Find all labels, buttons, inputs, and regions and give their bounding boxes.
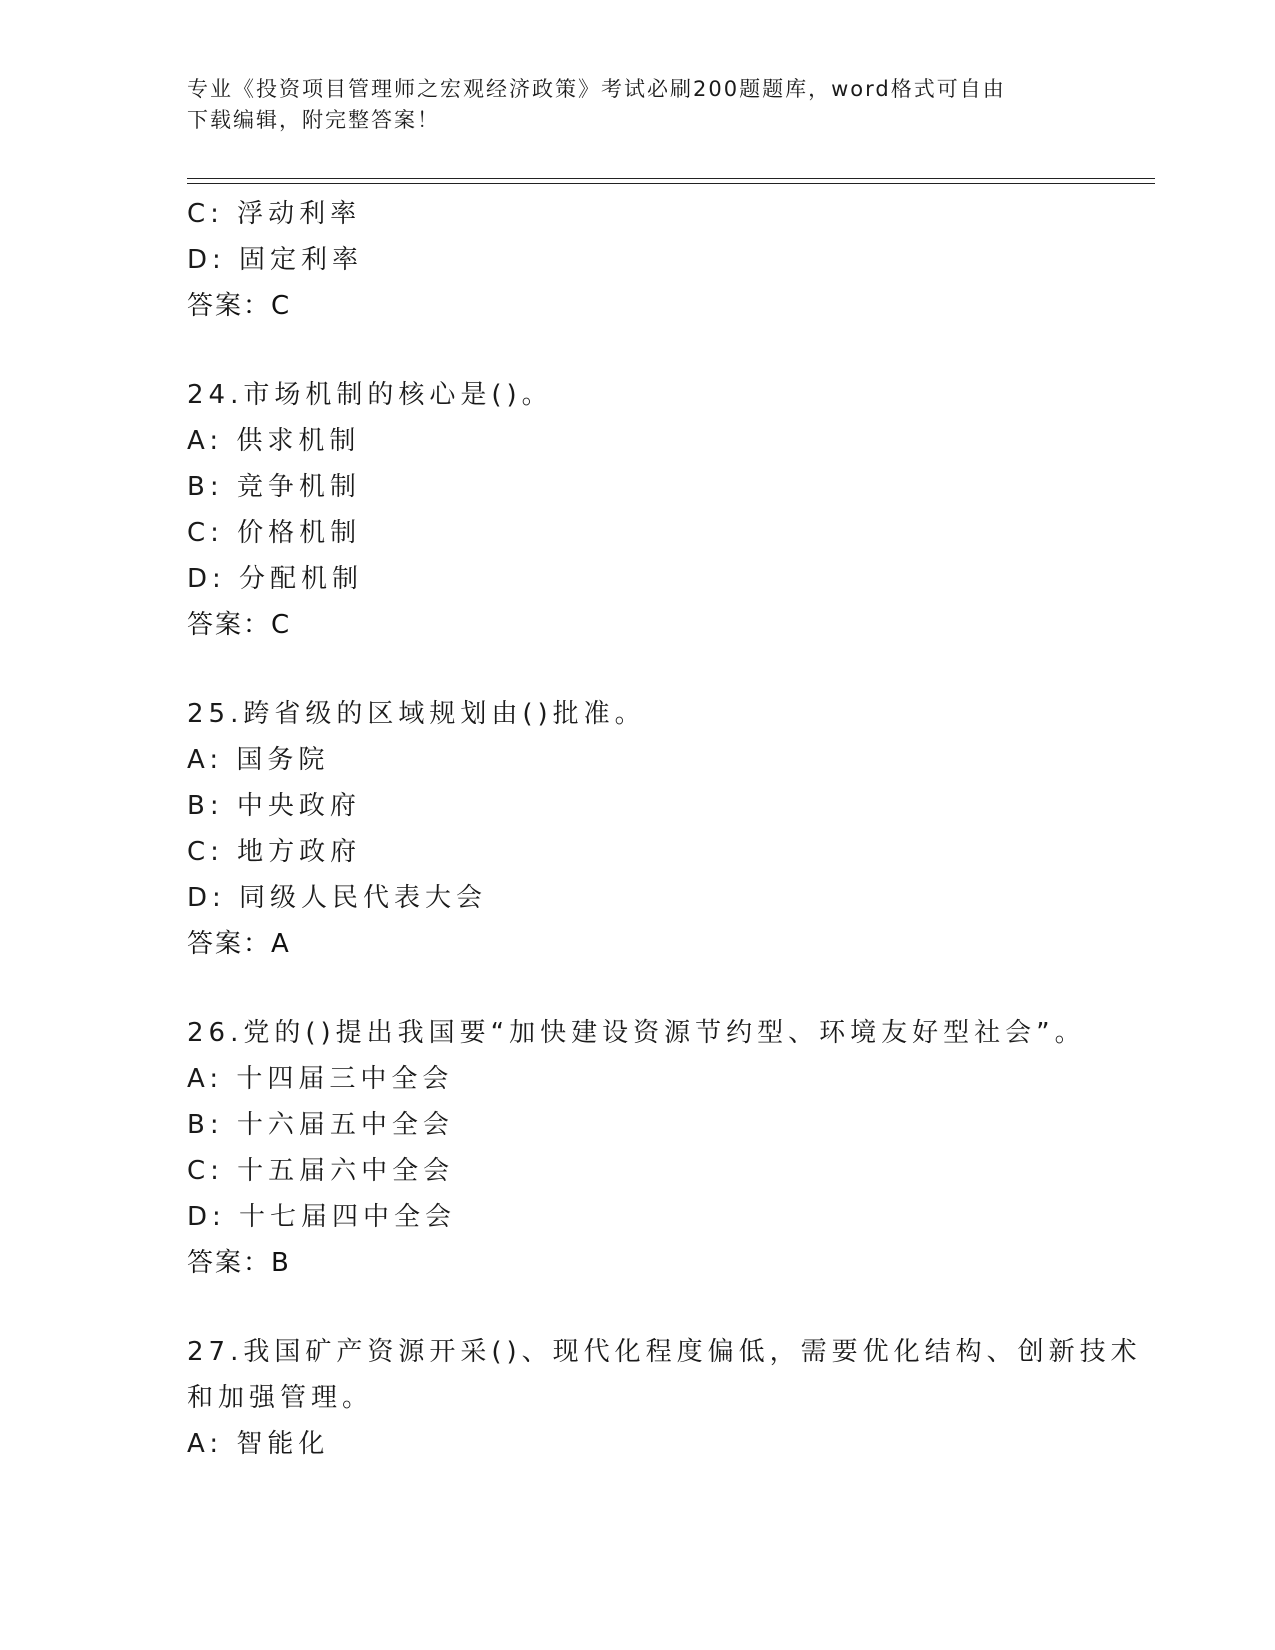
option-d: D: 固定利率 (187, 245, 364, 275)
option-c: C: 地方政府 (187, 837, 362, 867)
option-b: B: 竞争机制 (187, 472, 361, 502)
question-stem-line-1: 27.我国矿产资源开采()、现代化程度偏低，需要优化结构、创新技术 (187, 1337, 1142, 1367)
spacer (187, 329, 1087, 372)
question-stem: 26.党的()提出我国要“加快建设资源节约型、环境友好型社会”。 (187, 1018, 1086, 1048)
question-stem: 24.市场机制的核心是()。 (187, 380, 553, 410)
answer-line: 答案：C (187, 610, 292, 640)
option-a: A: 十四届三中全会 (187, 1064, 454, 1094)
header-divider-top (187, 178, 1155, 179)
option-a: A: 国务院 (187, 745, 330, 775)
option-d: D: 分配机制 (187, 564, 364, 594)
spacer (187, 1286, 1087, 1329)
question-25 (187, 691, 1087, 967)
option-c: C: 十五届六中全会 (187, 1156, 455, 1186)
option-a: A: 供求机制 (187, 426, 361, 456)
header-title-line-2: 下载编辑，附完整答案！ (187, 108, 440, 132)
option-b: B: 中央政府 (187, 791, 361, 821)
question-27 (187, 1329, 1142, 1467)
document-header (187, 74, 1087, 136)
answer-line: 答案：C (187, 291, 292, 321)
option-c: C: 浮动利率 (187, 199, 362, 229)
spacer (187, 648, 1087, 691)
question-26 (187, 1010, 1087, 1286)
option-c: C: 价格机制 (187, 518, 362, 548)
question-stem-line-2: 和加强管理。 (187, 1383, 374, 1413)
header-title-line-1: 专业《投资项目管理师之宏观经济政策》考试必刷200题题库，word格式可自由 (187, 77, 1006, 101)
question-list (187, 191, 1142, 1467)
option-a: A: 智能化 (187, 1429, 330, 1459)
spacer (187, 967, 1087, 1010)
option-b: B: 十六届五中全会 (187, 1110, 454, 1140)
question-23-continued (187, 191, 1087, 329)
option-d: D: 同级人民代表大会 (187, 883, 488, 913)
header-divider-bottom (187, 183, 1155, 184)
option-d: D: 十七届四中全会 (187, 1202, 457, 1232)
answer-line: 答案：B (187, 1248, 291, 1278)
answer-line: 答案：A (187, 929, 291, 959)
question-24 (187, 372, 1087, 648)
question-stem: 25.跨省级的区域规划由()批准。 (187, 699, 646, 729)
